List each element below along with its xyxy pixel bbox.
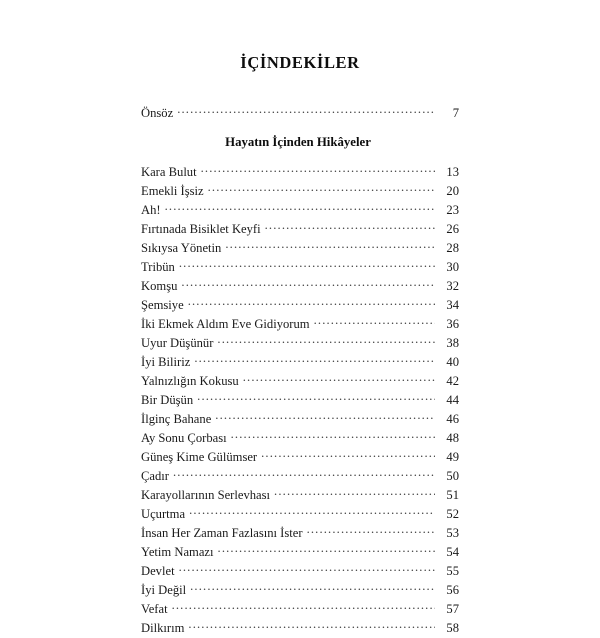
toc-entry-page-number: 46	[446, 412, 459, 426]
toc-entry-page-number: 23	[446, 203, 459, 217]
toc-entry-label: Şemsiye	[141, 298, 184, 312]
toc-entry-page-number: 58	[446, 621, 459, 635]
dot-leader	[194, 355, 435, 366]
toc-entry-list	[141, 104, 459, 638]
toc-entry-page-number: 48	[446, 431, 459, 445]
dot-leader	[173, 469, 435, 480]
toc-entry[interactable]	[141, 562, 459, 581]
toc-story-entries	[141, 163, 459, 638]
toc-entry-label: İyi Biliriz	[141, 355, 191, 369]
toc-entry-page-number: 55	[446, 564, 459, 578]
toc-entry[interactable]	[141, 391, 459, 410]
toc-entry-label: Yetim Namazı	[141, 545, 214, 559]
dot-leader	[177, 106, 435, 117]
dot-leader	[231, 431, 435, 442]
dot-leader	[165, 203, 435, 214]
toc-entry[interactable]	[141, 619, 459, 638]
toc-entry-label: İki Ekmek Aldım Eve Gidiyorum	[141, 317, 310, 331]
toc-entry-label: Tribün	[141, 260, 175, 274]
toc-entry[interactable]	[141, 448, 459, 467]
dot-leader	[215, 412, 435, 423]
toc-entry-label: İlginç Bahane	[141, 412, 212, 426]
toc-entry-label: Dilkırım	[141, 621, 185, 635]
toc-entry-page-number: 28	[446, 241, 459, 255]
toc-entry[interactable]	[141, 353, 459, 372]
dot-leader	[314, 317, 435, 328]
toc-entry[interactable]	[141, 429, 459, 448]
toc-entry-label: Çadır	[141, 469, 169, 483]
toc-entry-label: Kara Bulut	[141, 165, 197, 179]
dot-leader	[172, 602, 435, 613]
dot-leader	[261, 450, 435, 461]
toc-entry[interactable]	[141, 296, 459, 315]
dot-leader	[208, 184, 435, 195]
toc-entry[interactable]	[141, 486, 459, 505]
toc-entry[interactable]	[141, 239, 459, 258]
section-heading: Hayatın İçinden Hikâyeler	[225, 135, 371, 149]
toc-entry[interactable]	[141, 467, 459, 486]
toc-entry-label: Ay Sonu Çorbası	[141, 431, 227, 445]
toc-entry[interactable]	[141, 505, 459, 524]
toc-entry-label: Sıkıysa Yönetin	[141, 241, 222, 255]
toc-entry-page-number: 34	[446, 298, 459, 312]
dot-leader	[265, 222, 435, 233]
toc-entry-label: Fırtınada Bisiklet Keyfi	[141, 222, 261, 236]
toc-entry[interactable]	[141, 163, 459, 182]
toc-entry[interactable]	[141, 581, 459, 600]
toc-entry-label: Yalnızlığın Kokusu	[141, 374, 239, 388]
toc-entry-label: Devlet	[141, 564, 175, 578]
dot-leader	[217, 336, 435, 347]
toc-entry-page-number: 51	[446, 488, 459, 502]
dot-leader	[188, 298, 435, 309]
toc-entry-page-number: 49	[446, 450, 459, 464]
dot-leader	[189, 507, 435, 518]
toc-entry-page-number: 42	[446, 374, 459, 388]
toc-entry-label: Bir Düşün	[141, 393, 194, 407]
toc-entry-page-number: 53	[446, 526, 459, 540]
toc-entry-page-number: 40	[446, 355, 459, 369]
toc-entry-page-number: 30	[446, 260, 459, 274]
toc-entry-label: İnsan Her Zaman Fazlasını İster	[141, 526, 303, 540]
page-title: İÇİNDEKİLER	[240, 53, 360, 72]
dot-leader	[179, 564, 435, 575]
toc-entry-label: Karayollarının Serlevhası	[141, 488, 271, 502]
toc-entry[interactable]	[141, 201, 459, 220]
toc-entry[interactable]	[141, 220, 459, 239]
toc-entry[interactable]	[141, 258, 459, 277]
dot-leader	[188, 621, 435, 632]
toc-entry-page-number: 26	[446, 222, 459, 236]
toc-entry-page-number: 50	[446, 469, 459, 483]
toc-entry-label: Vefat	[141, 602, 168, 616]
toc-entry-page-number: 52	[446, 507, 459, 521]
dot-leader	[197, 393, 435, 404]
toc-entry-preface[interactable]	[141, 104, 459, 123]
dot-leader	[225, 241, 435, 252]
toc-entry-page-number: 44	[446, 393, 459, 407]
toc-entry-page-number: 7	[452, 106, 459, 120]
toc-entry-label: Uçurtma	[141, 507, 186, 521]
dot-leader	[181, 279, 435, 290]
toc-entry-label: Emekli İşsiz	[141, 184, 204, 198]
toc-entry[interactable]	[141, 372, 459, 391]
toc-entry-label: İyi Değil	[141, 583, 187, 597]
toc-entry[interactable]	[141, 410, 459, 429]
dot-leader	[243, 374, 435, 385]
toc-entry-page-number: 13	[446, 165, 459, 179]
dot-leader	[274, 488, 435, 499]
toc-entry-page-number: 57	[446, 602, 459, 616]
toc-entry-label: Komşu	[141, 279, 178, 293]
toc-entry-label: Uyur Düşünür	[141, 336, 214, 350]
toc-entry-page-number: 20	[446, 184, 459, 198]
dot-leader	[190, 583, 435, 594]
toc-entry-page-number: 36	[446, 317, 459, 331]
toc-entry-label: Önsöz	[141, 106, 174, 120]
dot-leader	[307, 526, 435, 537]
toc-entry[interactable]	[141, 600, 459, 619]
dot-leader	[201, 165, 435, 176]
toc-entry-page-number: 56	[446, 583, 459, 597]
toc-entry[interactable]	[141, 182, 459, 201]
toc-entry-label: Güneş Kime Gülümser	[141, 450, 258, 464]
dot-leader	[179, 260, 435, 271]
toc-entry-page-number: 38	[446, 336, 459, 350]
toc-entry-page-number: 32	[446, 279, 459, 293]
toc-entry[interactable]	[141, 334, 459, 353]
toc-entry[interactable]	[141, 524, 459, 543]
toc-entry[interactable]	[141, 315, 459, 334]
toc-entry-label: Ah!	[141, 203, 161, 217]
toc-entry[interactable]	[141, 543, 459, 562]
dot-leader	[218, 545, 435, 556]
toc-entry[interactable]	[141, 277, 459, 296]
toc-entry-page-number: 54	[446, 545, 459, 559]
